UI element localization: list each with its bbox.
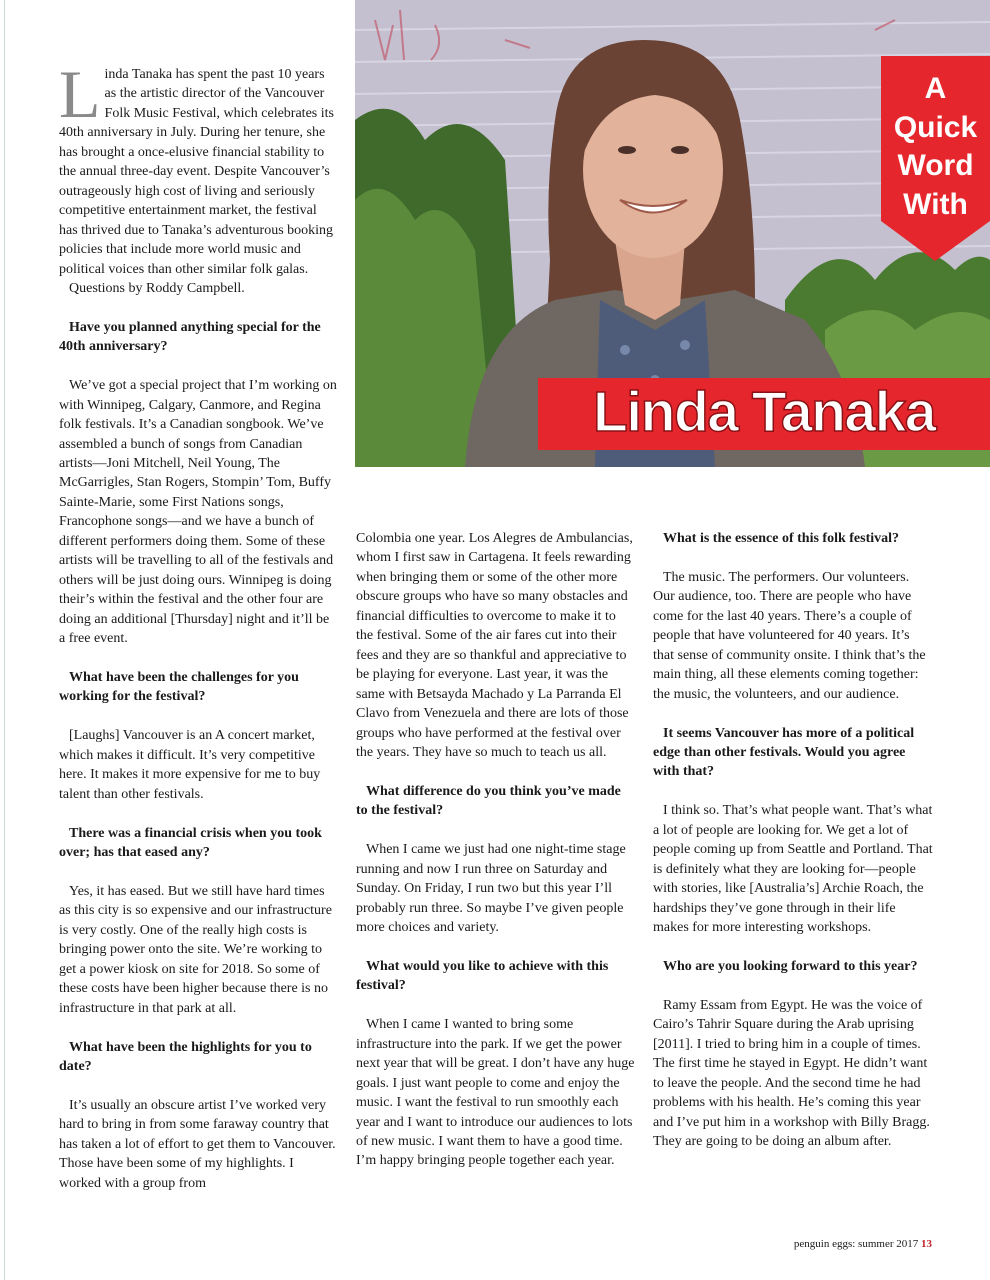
answer-4-continued: Colombia one year. Los Alegres de Ambulancias, whom I first saw in Cartagena. It feels rewarding when bringing them or some of the other more obscure groups who have so many obstacles and financial difficulties to overcome to make it to the festival. Some of the air fares cut into their fees and they are so thankful and appreciative to be playing for everyone. Last year, it was the same with Betsayda Machado y La Parranda El Clavo from Venezuela and there are lots of those groups who have performed at the festival over the years. They have so much to teach us all.: [356, 531, 633, 760]
publication-name: penguin eggs: summer 2017: [793, 1238, 919, 1250]
question-9: Who are you looking forward to this year?: [663, 958, 918, 974]
answer-8: I think so. That’s what people want. That’s what a lot of people are looking for. We get a lot of people coming up from Seattle and Portland. That is definitely what they are looking for—people with stories, like [Australia’s] Archie Roach, the hardships they’ve gone through in their life makes for more interesting workshops.: [653, 803, 933, 936]
answer-5: When I came we just had one night-time stage running and now I run three on Saturday and Sunday. On Friday, I run two but this year I’ll probably run three. So maybe I’ve given people more choices and variety.: [356, 842, 626, 936]
question-1: Have you planned anything special for the 40th anniversary?: [59, 319, 321, 355]
answer-3: Yes, it has eased. But we still have hard times as this city is so expensive and our infrastructure is very costly. One of the really high costs is bringing power onto the site. We’re working to get a power kiosk on site for 2018. So some of these costs have been higher because there is no infrastructure in that park at all.: [59, 883, 332, 1016]
badge-arrow: [881, 221, 990, 261]
answer-6: When I came I wanted to bring some infrastructure into the park. If we get the power next year that will be great. I don’t have any huge goals. I just want people to come and enjoy the music. I want the festival to run smoothly each year and I want to introduce our audiences to lots of new music. I want them to have a good time. I’m happy bringing people together each year.: [356, 1017, 635, 1169]
question-6: What would you like to achieve with this festival?: [356, 958, 609, 994]
page-border-line: [4, 0, 5, 1280]
answer-4: It’s usually an obscure artist I’ve worked very hard to bring in from some faraway country that has taken a lot of effort to get them to Vancouver. Those have been some of my highlights. I worked with a group from: [59, 1097, 336, 1191]
answer-7: The music. The performers. Our volunteers. Our audience, too. There are people who have come for the last 40 years. There’s a couple of people that have volunteered for 40 years. It’s that sense of community onsite. I think that’s the main thing, all these elements coming together: the music, the volunteers, and our audience.: [653, 569, 926, 702]
article-column-2: [356, 529, 635, 1171]
answer-2: [Laughs] Vancouver is an A concert market, which makes it difficult. It’s very competitive here. It makes it more expensive for me to buy talent than other festivals.: [59, 728, 321, 802]
question-7: What is the essence of this folk festival?: [663, 531, 900, 546]
answer-9: Ramy Essam from Egypt. He was the voice of Cairo’s Tahrir Square during the Arab uprising [2011]. I tried to bring him in a couple of times. The first time he stayed in Egypt. He didn’t want to leave the people. And the second time he had problems with his health. He’s coming this year and I’ve put him in a workshop with Billy Bragg. They are going to be doing an album after.: [653, 997, 930, 1149]
answer-1: We’ve got a special project that I’m working on with Winnipeg, Calgary, Canmore, and Regina folk festivals. It’s a Canadian songbook. We’ve assembled a bunch of songs from Canadian artists—Joni Mitchell, Neil Young, The McGarrigles, Stan Rogers, Stompin’ Tom, Buffy Sainte-Marie, some First Nations songs, Francophone songs—and we have a bunch of different performers doing them. Some of these artists will be travelling to all of the festivals and others will be just doing ours. Winnipeg is doing their’s within the festival and the other four are doing an additional [Thursday] night and it’ll be a free event.: [59, 378, 337, 647]
interviewee-name: Linda Tanaka: [592, 380, 936, 444]
intro-text: inda Tanaka has spent the past 10 years as the artistic director of the Vancouver Folk Music Festival, which celebrates its 40th anniversary in July. During her tenure, she has brought a once-elusive financial stability to the annual three-day event. Despite Vancouver’s outrageously high cost of living and seriously competitive entertainment market, the festival has thrived due to Tanaka’s adventurous booking policies that include more world music and political voices than other similar folk galas.: [59, 67, 334, 277]
question-3: There was a financial crisis when you took over; has that eased any?: [59, 825, 322, 861]
article-column-3: [653, 529, 933, 1151]
byline: Questions by Roddy Campbell.: [69, 280, 245, 296]
page-footer: [794, 1238, 932, 1250]
question-8: It seems Vancouver has more of a political edge than other festivals. Would you agree with that?: [653, 725, 915, 780]
drop-cap: L: [59, 56, 101, 132]
question-2: What have been the challenges for you working for the festival?: [59, 670, 299, 705]
article-column-1: [59, 56, 337, 1193]
page-number: 13: [921, 1238, 932, 1250]
question-5: What difference do you think you’ve made to the festival?: [356, 783, 621, 819]
badge-text: A Quick Word With: [893, 72, 978, 221]
question-4: What have been the highlights for you to date?: [59, 1039, 312, 1074]
intro-paragraph: [59, 56, 337, 279]
